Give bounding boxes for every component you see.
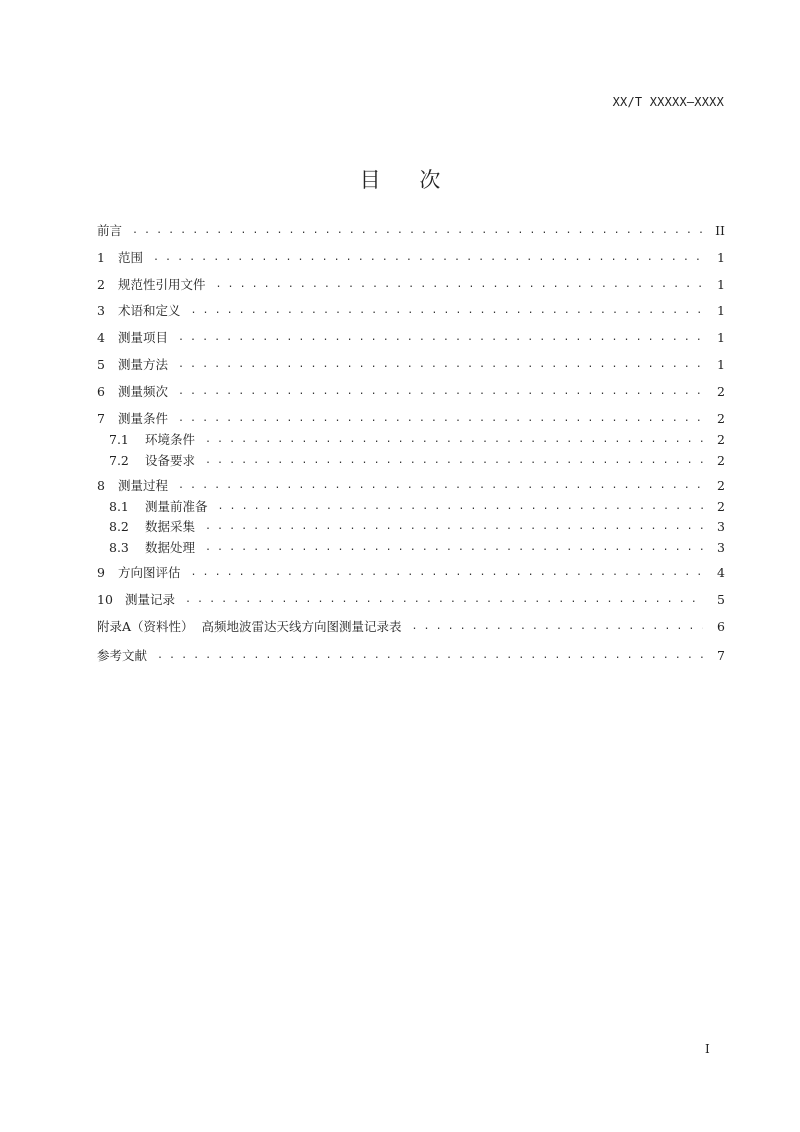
toc-entry-page: 2 xyxy=(717,410,725,426)
toc-leader-dots xyxy=(218,501,703,512)
toc-entry-number: 8.3 xyxy=(109,539,129,555)
toc-entry-number: 10 xyxy=(97,591,113,607)
toc-leader-dots xyxy=(205,434,703,445)
toc-entry-7-1[interactable] xyxy=(109,430,725,448)
toc-entry-page: 2 xyxy=(717,498,725,514)
toc-entry-label: 测量项目 xyxy=(118,330,169,345)
toc-entry-page: 1 xyxy=(717,302,725,318)
toc-entry-page: 5 xyxy=(717,591,725,607)
toc-entry-label: 附录A（资料性） 高频地波雷达天线方向图测量记录表 xyxy=(97,619,402,634)
toc-entry-page: 1 xyxy=(717,276,725,292)
toc-entry-8-2[interactable] xyxy=(109,517,725,535)
toc-entry-page: 6 xyxy=(717,618,725,634)
toc-entry-label: 术语和定义 xyxy=(118,303,181,318)
toc-entry-label: 数据处理 xyxy=(145,540,196,555)
toc-entry-number: 3 xyxy=(97,302,105,318)
toc-leader-dots xyxy=(205,455,703,466)
toc-entry-8[interactable] xyxy=(97,476,725,494)
toc-leader-dots xyxy=(205,521,703,532)
toc-entry-label: 方向图评估 xyxy=(118,565,181,580)
toc-entry-page: 2 xyxy=(717,383,725,399)
toc-entry-2[interactable] xyxy=(97,275,725,293)
toc-entry-label: 规范性引用文件 xyxy=(118,277,206,292)
toc-entry-3[interactable] xyxy=(97,301,725,319)
toc-leader-dots xyxy=(216,279,703,290)
toc-entry-number: 8.2 xyxy=(109,518,129,534)
toc-leader-dots xyxy=(153,252,703,263)
toc-entry-page: 7 xyxy=(717,647,725,663)
toc-title: 目 次 xyxy=(359,168,457,192)
toc-entry-number: 8.1 xyxy=(109,498,129,514)
toc-entry-number: 9 xyxy=(97,564,105,580)
toc-entry-label: 环境条件 xyxy=(145,432,196,447)
toc-leader-dots xyxy=(178,480,703,491)
toc-entry-4[interactable] xyxy=(97,328,725,346)
toc-entry-page: 2 xyxy=(717,452,725,468)
toc-entry-number: 4 xyxy=(97,329,105,345)
toc-entry-number: 7.2 xyxy=(109,452,129,468)
standard-code: XX/T XXXXX—XXXX xyxy=(612,95,724,109)
toc-entry-8-1[interactable] xyxy=(109,497,725,515)
toc-leader-dots xyxy=(178,386,703,397)
toc-entry-10[interactable] xyxy=(97,590,725,608)
toc-entry-label: 测量方法 xyxy=(118,357,169,372)
toc-entry-number: 5 xyxy=(97,356,105,372)
table-of-contents xyxy=(97,0,725,700)
toc-entry-label: 测量前准备 xyxy=(145,499,208,514)
toc-entry-7[interactable] xyxy=(97,409,725,427)
toc-entry-page: 4 xyxy=(717,564,725,580)
toc-entry-number: 7 xyxy=(97,410,105,426)
toc-leader-dots xyxy=(191,305,703,316)
toc-leader-dots xyxy=(157,650,703,661)
toc-entry-page: 1 xyxy=(717,356,725,372)
toc-leader-dots xyxy=(185,594,703,605)
toc-entry-5[interactable] xyxy=(97,355,725,373)
toc-entry-number: 8 xyxy=(97,477,105,493)
toc-entry-page: 3 xyxy=(717,539,725,555)
toc-entry-7-2[interactable] xyxy=(109,451,725,469)
toc-entry-number: 2 xyxy=(97,276,105,292)
toc-leader-dots xyxy=(178,413,703,424)
toc-entry-label: 范围 xyxy=(118,250,144,265)
toc-entry-label: 前言 xyxy=(97,223,123,238)
toc-entry-foreword[interactable] xyxy=(97,221,725,239)
toc-entry-label: 测量过程 xyxy=(118,478,169,493)
toc-entry-label: 测量条件 xyxy=(118,411,169,426)
toc-entry-page: 1 xyxy=(717,249,725,265)
toc-leader-dots xyxy=(191,567,703,578)
toc-entry-number: 1 xyxy=(97,249,105,265)
toc-leader-dots xyxy=(411,621,703,632)
page-number: I xyxy=(705,1042,710,1056)
toc-entry-page: 1 xyxy=(717,329,725,345)
toc-entry-label: 数据采集 xyxy=(145,519,196,534)
toc-entry-8-3[interactable] xyxy=(109,538,725,556)
toc-entry-number: 7.1 xyxy=(109,431,129,447)
toc-entry-label: 参考文献 xyxy=(97,648,148,663)
toc-entry-appendix-a[interactable] xyxy=(97,617,725,635)
toc-entry-label: 测量记录 xyxy=(125,592,176,607)
toc-entry-label: 设备要求 xyxy=(145,453,196,468)
toc-entry-9[interactable] xyxy=(97,563,725,581)
toc-entry-number: 6 xyxy=(97,383,105,399)
toc-leader-dots xyxy=(178,359,703,370)
toc-entry-6[interactable] xyxy=(97,382,725,400)
toc-leader-dots xyxy=(205,542,703,553)
toc-entry-label: 测量频次 xyxy=(118,384,169,399)
toc-entry-references[interactable] xyxy=(97,646,725,664)
toc-entry-1[interactable] xyxy=(97,248,725,266)
toc-entry-page: 3 xyxy=(717,518,725,534)
toc-entry-page: 2 xyxy=(717,431,725,447)
toc-leader-dots xyxy=(132,225,703,236)
toc-entry-page: 2 xyxy=(717,477,725,493)
toc-leader-dots xyxy=(178,332,703,343)
toc-entry-page: II xyxy=(715,222,725,238)
